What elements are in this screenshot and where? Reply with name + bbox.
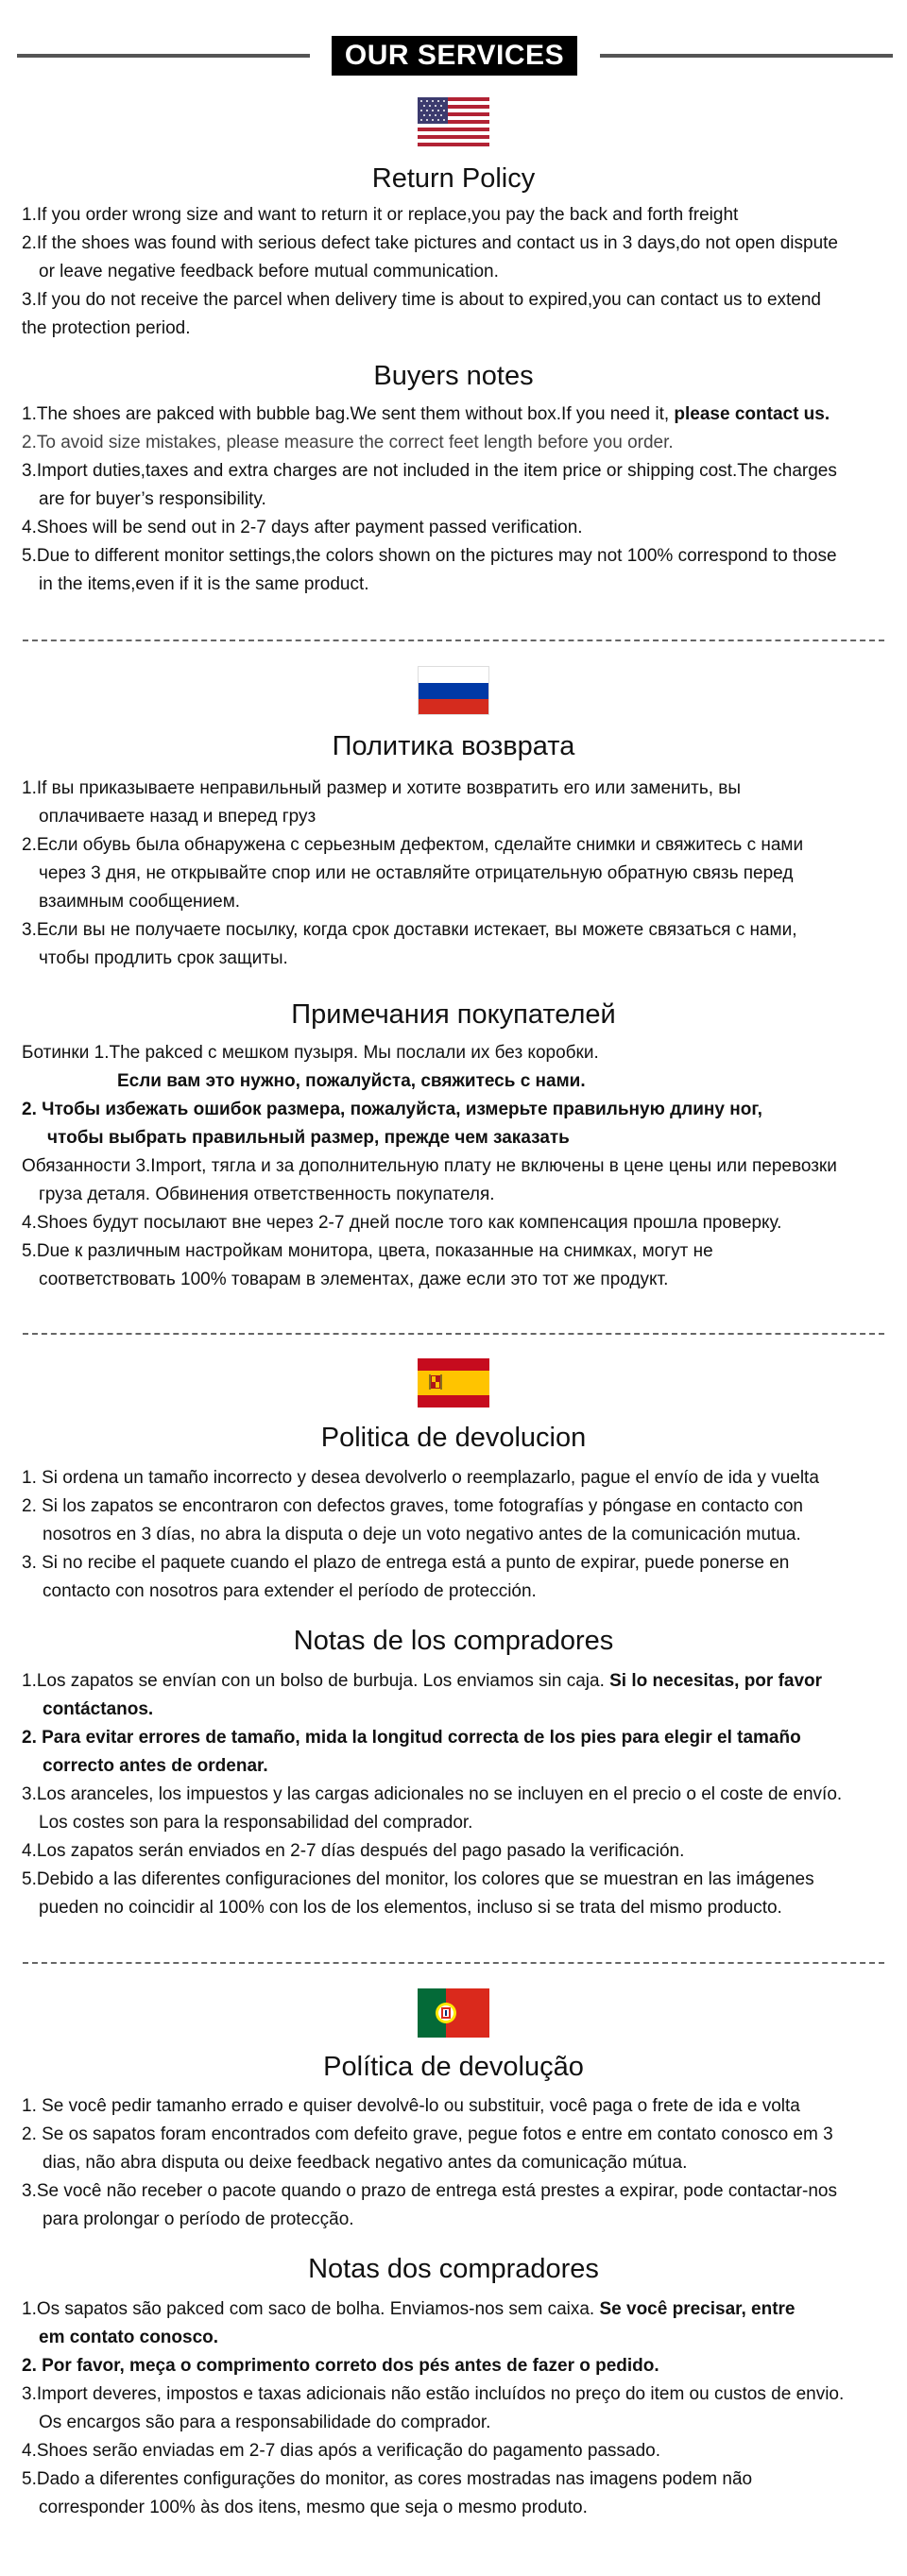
ru-notes-line: соответствовать 100% товарам в элементах, даже если это тот же продукт. bbox=[39, 1270, 669, 1289]
en-return-line: or leave negative feedback before mutual communication. bbox=[39, 262, 499, 281]
pt-notes-line: 2. Por favor, meça o comprimento correto dos pés antes de fazer o pedido. bbox=[22, 2356, 659, 2376]
page-title: OUR SERVICES bbox=[332, 36, 577, 76]
russia-flag-icon bbox=[418, 666, 489, 715]
es-contact-us: Si lo necesitas, por favor bbox=[609, 1671, 823, 1691]
ru-return-line: через 3 дня, не открывайте спор или не оставляйте отрицательную обратную связь перед bbox=[39, 863, 794, 883]
pt-notes-line bbox=[22, 2298, 796, 2321]
pt-return-line: 3.Se você não receber o pacote quando o prazo de entrega está prestes a expirar, pode contactar-nos bbox=[22, 2181, 837, 2201]
pt-return-line: dias, não abra disputa ou deixe feedback negativo antes da comunicação mútua. bbox=[43, 2153, 688, 2173]
en-notes-line: are for buyer’s responsibility. bbox=[39, 489, 266, 509]
header-rule-left bbox=[17, 54, 310, 58]
es-return-line: contacto con nosotros para extender el período de protección. bbox=[43, 1581, 537, 1601]
ru-notes-line: Ботинки 1.The pakced с мешком пузыря. Мы послали их без коробки. bbox=[22, 1043, 599, 1063]
ru-return-line: чтобы продлить срок защиты. bbox=[39, 948, 288, 968]
ru-notes-line: 5.Due к различным настройкам монитора, цвета, показанные на снимках, могут не bbox=[22, 1241, 713, 1261]
en-contact-us: please contact us. bbox=[674, 404, 830, 424]
es-contact-us-cont: contáctanos. bbox=[43, 1699, 154, 1719]
spain-flag-icon bbox=[418, 1358, 489, 1407]
pt-contact-us-cont: em contato conosco. bbox=[39, 2328, 219, 2347]
ru-notes-line: Обязанности 3.Import, тягла и за дополнительную плату не включены в цене цены или перевозки bbox=[22, 1156, 837, 1176]
es-notes-line: Los costes son para la responsabilidad del comprador. bbox=[39, 1813, 473, 1833]
es-notes-line: 4.Los zapatos serán enviados en 2-7 días después del pago pasado la verificación. bbox=[22, 1841, 685, 1861]
usa-flag-icon bbox=[418, 97, 489, 146]
en-return-line: 3.If you do not receive the parcel when delivery time is about to expired,you can contact us to extend bbox=[22, 290, 821, 310]
ru-contact-us: Если вам это нужно, пожалуйста, свяжитесь с нами. bbox=[117, 1071, 586, 1091]
section-divider bbox=[23, 1962, 884, 1964]
ru-notes-line: 2. Чтобы избежать ошибок размера, пожалуйста, измерьте правильную длину ног, bbox=[22, 1100, 762, 1119]
portugal-flag-icon bbox=[418, 1988, 489, 2038]
es-return-title: Politica de devolucion bbox=[320, 1423, 587, 1453]
pt-return-line: 1. Se você pedir tamanho errado e quiser devolvê-lo ou substituir, você paga o frete de ida e volta bbox=[22, 2096, 800, 2116]
ru-return-line: 3.Если вы не получаете посылку, когда срок доставки истекает, вы можете связаться с нами, bbox=[22, 920, 797, 940]
section-divider bbox=[23, 640, 884, 641]
es-return-line: 1. Si ordena un tamaño incorrecto y desea devolverlo o reemplazarlo, pague el envío de ida y vuelta bbox=[22, 1468, 819, 1488]
ru-notes-line: груза деталя. Обвинения ответственность покупателя. bbox=[39, 1185, 495, 1204]
pt-notes-line-text: 1.Os sapatos são pakced com saco de bolha. Enviamos-nos sem caixa. bbox=[22, 2299, 600, 2319]
pt-notes-line: 3.Import deveres, impostos e taxas adicionais não estão incluídos no preço do item ou custos de envio. bbox=[22, 2384, 845, 2404]
en-notes-line-text: 1.The shoes are pakced with bubble bag.We sent them without box.If you need it, bbox=[22, 404, 675, 424]
en-notes-line: in the items,even if it is the same product. bbox=[39, 574, 369, 594]
en-notes-title: Buyers notes bbox=[373, 361, 534, 391]
header-rule-right bbox=[600, 54, 893, 58]
es-return-line: 2. Si los zapatos se encontraron con defectos graves, tome fotografías y póngase en contacto con bbox=[22, 1496, 804, 1516]
ru-return-line: взаимным сообщением. bbox=[39, 892, 241, 912]
es-notes-line-text: 1.Los zapatos se envían con un bolso de burbuja. Los enviamos sin caja. bbox=[22, 1671, 610, 1691]
pt-return-line: 2. Se os sapatos foram encontrados com defeito grave, pegue fotos e entre em contato conosco em 3 bbox=[22, 2124, 833, 2144]
pt-contact-us: Se você precisar, entre bbox=[599, 2299, 796, 2319]
es-notes-line: pueden no coincidir al 100% con los de los elementos, incluso si se trata del mismo producto. bbox=[39, 1898, 782, 1918]
ru-return-line: 1.If вы приказываете неправильный размер и хотите возвратить его или заменить, вы bbox=[22, 778, 742, 798]
en-notes-line: 5.Due to different monitor settings,the colors shown on the pictures may not 100% correspond to those bbox=[22, 546, 837, 566]
ru-return-line: 2.Если обувь была обнаружена с серьезным дефектом, сделайте снимки и свяжитесь с нами bbox=[22, 835, 804, 855]
en-notes-line: 4.Shoes will be send out in 2-7 days after payment passed verification. bbox=[22, 518, 583, 537]
pt-return-title: Política de devolução bbox=[323, 2052, 584, 2082]
es-notes-line: 2. Para evitar errores de tamaño, mida la longitud correcta de los pies para elegir el tamaño bbox=[22, 1728, 801, 1748]
en-notes-line: 2.To avoid size mistakes, please measure the correct feet length before you order. bbox=[22, 433, 674, 452]
en-return-line: 1.If you order wrong size and want to return it or replace,you pay the back and forth freight bbox=[22, 205, 739, 225]
en-return-line: the protection period. bbox=[22, 318, 191, 338]
pt-notes-title: Notas dos compradores bbox=[308, 2254, 599, 2284]
es-notes-title: Notas de los compradores bbox=[293, 1626, 614, 1656]
pt-notes-line: 4.Shoes serão enviadas em 2-7 dias após a verificação do pagamento passado. bbox=[22, 2441, 660, 2461]
pt-return-line: para prolongar o período de protecção. bbox=[43, 2209, 354, 2229]
section-divider bbox=[23, 1333, 884, 1335]
es-notes-line: 5.Debido a las diferentes configuraciones del monitor, los colores que se muestran en las imágenes bbox=[22, 1869, 814, 1889]
es-notes-line: 3.Los aranceles, los impuestos y las cargas adicionales no se incluyen en el precio o el coste de envío. bbox=[22, 1784, 843, 1804]
es-notes-line bbox=[22, 1670, 822, 1693]
ru-notes-title: Примечания покупателей bbox=[291, 999, 616, 1030]
en-notes-line bbox=[22, 403, 830, 426]
services-header bbox=[0, 32, 907, 79]
en-return-line: 2.If the shoes was found with serious defect take pictures and contact us in 3 days,do not open dispute bbox=[22, 233, 838, 253]
ru-return-title: Политика возврата bbox=[332, 731, 575, 761]
es-return-line: nosotros en 3 días, no abra la disputa o deje un voto negativo antes de la comunicación mutua. bbox=[43, 1525, 801, 1544]
ru-return-line: оплачиваете назад и вперед груз bbox=[39, 807, 317, 827]
pt-notes-line: corresponder 100% às dos itens, mesmo que seja o mesmo produto. bbox=[39, 2498, 588, 2517]
en-return-title: Return Policy bbox=[371, 163, 536, 194]
ru-notes-line: чтобы выбрать правильный размер, прежде чем заказать bbox=[47, 1128, 570, 1148]
en-notes-line: 3.Import duties,taxes and extra charges are not included in the item price or shipping cost.The charges bbox=[22, 461, 837, 481]
es-return-line: 3. Si no recibe el paquete cuando el plazo de entrega está a punto de expirar, puede ponerse en bbox=[22, 1553, 790, 1573]
pt-notes-line: Os encargos são para a responsabilidade do comprador. bbox=[39, 2413, 491, 2432]
es-notes-line: correcto antes de ordenar. bbox=[43, 1756, 268, 1776]
ru-notes-line: 4.Shoes будут посылают вне через 2-7 дней после того как компенсация прошла проверку. bbox=[22, 1213, 782, 1233]
pt-notes-line: 5.Dado a diferentes configurações do monitor, as cores mostradas nas imagens podem não bbox=[22, 2469, 753, 2489]
